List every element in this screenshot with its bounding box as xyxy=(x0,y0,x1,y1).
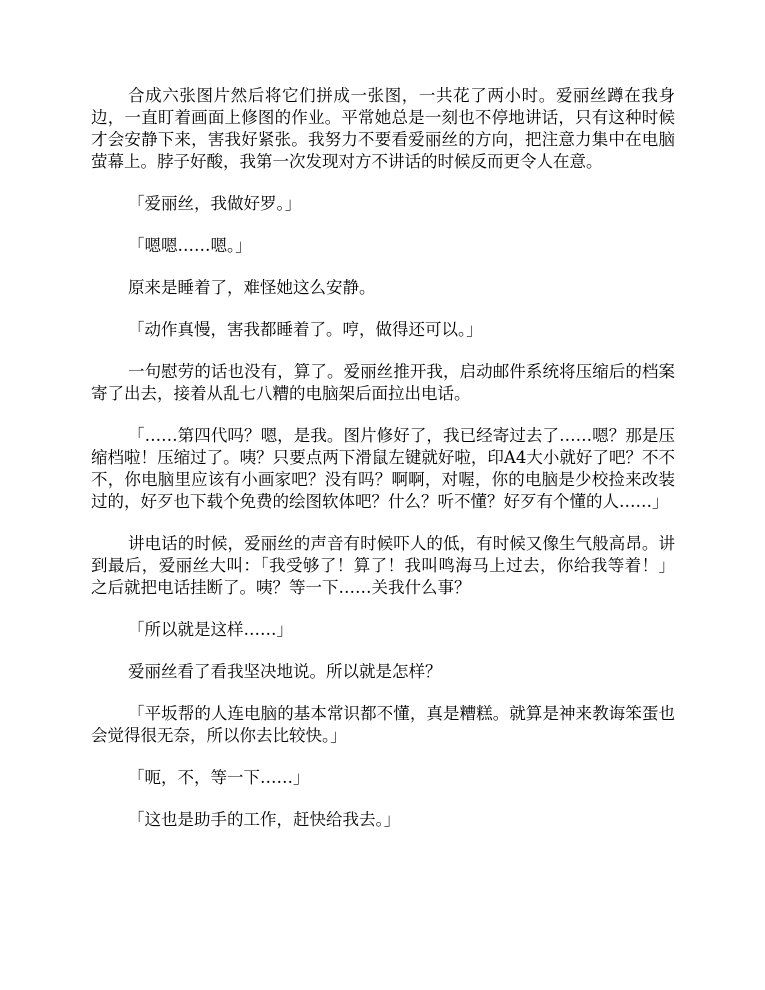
paragraph: 爱丽丝看了看我坚决地说。所以就是怎样？ xyxy=(128,662,442,681)
paragraph: 讲电话的时候，爱丽丝的声音有时候吓人的低，有时候又像生气般高昂。讲到最后，爱丽丝大叫：「我受够了！算了！我叫鸣海马上过去，你给我等着！」之后就把电话挂断了。咦？等一下……关我什么事？ xyxy=(91,534,675,597)
paragraph: 「动作真慢，害我都睡着了。哼，做得还可以。」 xyxy=(128,320,483,339)
paragraph: 「这也是助手的工作，赶快给我去。」 xyxy=(128,810,401,829)
paragraph: 「嗯嗯……嗯。」 xyxy=(128,236,252,255)
document-body xyxy=(91,85,675,851)
paragraph: 「平坂帮的人连电脑的基本常识都不懂，真是糟糕。就算是神来教诲笨蛋也会觉得很无奈，所以你去比较快。」 xyxy=(91,704,675,745)
paragraph: 「爱丽丝，我做好罗。」 xyxy=(128,194,302,213)
paragraph: 「……第四代吗？嗯，是我。图片修好了，我已经寄过去了……嗯？那是压缩档啦！压缩过了。咦？只要点两下滑鼠左键就好啦，印A4大小就好了吧？不不不，你电脑里应该有小画家吧？没有吗？啊啊，对喔，你的电脑是少校捡来改装过的，好歹也下载个免费的绘图软体吧？什么？听不懂？好歹有个懂的人……」 xyxy=(91,426,675,511)
paragraph: 「所以就是这样……」 xyxy=(128,620,293,639)
paragraph: 原来是睡着了，难怪她这么安静。 xyxy=(128,278,376,297)
paragraph: 合成六张图片然后将它们拼成一张图，一共花了两小时。爱丽丝蹲在我身边，一直盯着画面上修图的作业。平常她总是一刻也不停地讲话，只有这种时候才会安静下来，害我好紧张。我努力不要看爱丽丝的方向，把注意力集中在电脑萤幕上。脖子好酸，我第一次发现对方不讲话的时候反而更令人在意。 xyxy=(91,86,675,171)
paragraph: 一句慰劳的话也没有，算了。爱丽丝推开我，启动邮件系统将压缩后的档案寄了出去，接着从乱七八糟的电脑架后面拉出电话。 xyxy=(91,362,675,403)
paragraph: 「呃，不，等一下……」 xyxy=(128,768,310,787)
